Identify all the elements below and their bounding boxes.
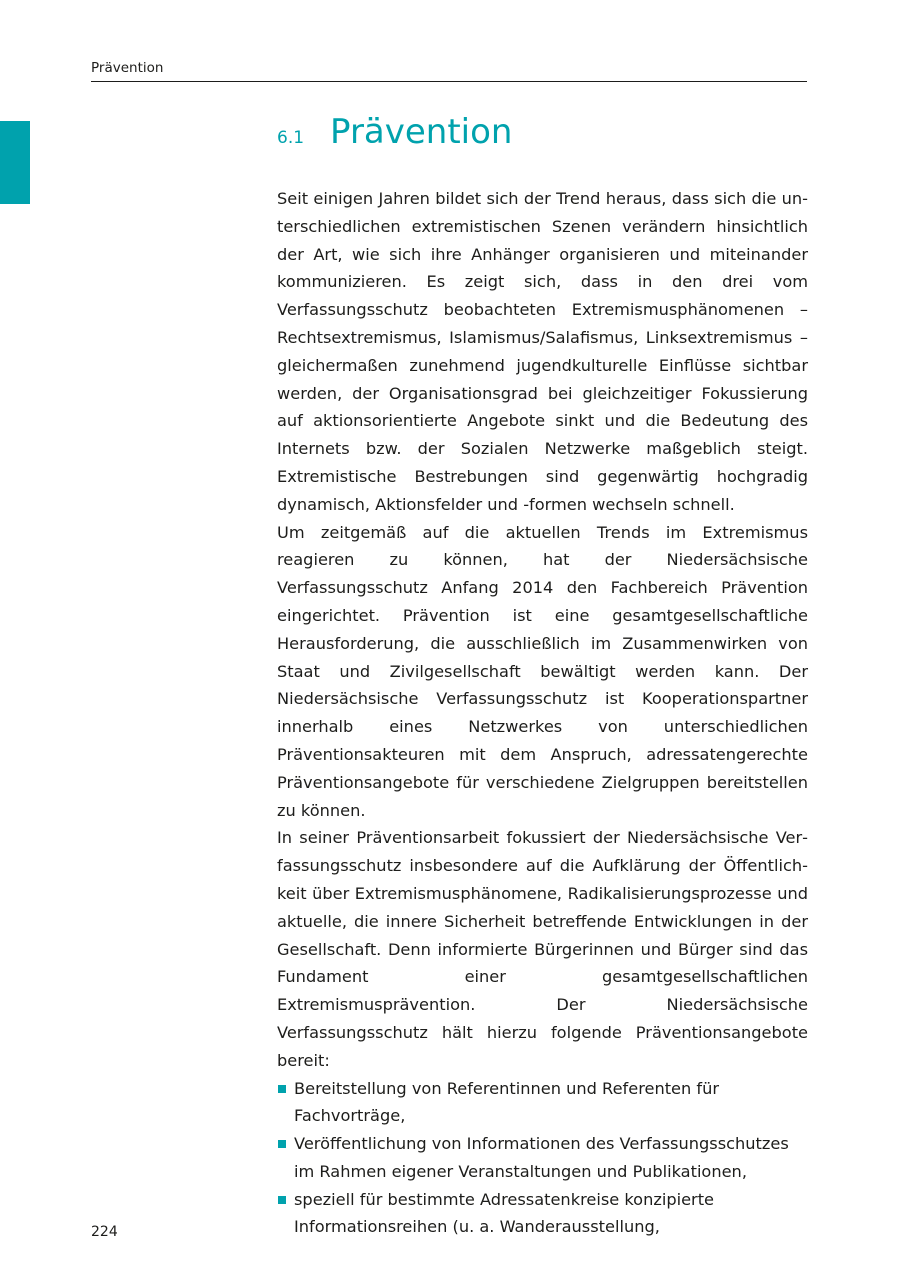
section-number: 6.1 bbox=[277, 128, 305, 148]
list-item-text: Bereitstellung von Referentinnen und Referenten für Fachvorträge, bbox=[294, 1078, 720, 1126]
bullet-square-icon bbox=[278, 1196, 286, 1204]
paragraph: Seit einigen Jahren bildet sich der Trend heraus, dass sich die unterschiedlichen extremistischen Szenen verändern hinsichtlich der Art, wie sich ihre Anhänger organisieren und miteinander kommunizieren. Es zeigt sich, dass in den drei vom Verfassungsschutz beobachteten Extremismusphänomenen – Rechtsextremismus, Islamismus/Salafismus, Linksextremismus – gleichermaßen zunehmend jugendkulturelle Einflüsse sichtbar werden, der Organisationsgrad bei gleichzeitiger Fokussierung auf aktionsorientierte Angebote sinkt und die Bedeutung des Internets bzw. der Sozialen Netzwerke maßgeblich steigt. Extremistische Bestrebungen sind gegenwärtig hochgradig dynamisch, Aktionsfelder und -formen wechseln schnell. bbox=[277, 189, 808, 514]
bullet-square-icon bbox=[278, 1140, 286, 1148]
list-item bbox=[277, 1130, 808, 1186]
chapter-side-tab bbox=[0, 121, 30, 204]
paragraph: In seiner Präventionsarbeit fokussiert der Niedersächsische Verfassungsschutz insbesondere auf die Aufklärung der Öffentlichkeit über Extremismusphänomene, Radikalisierungsprozesse und aktuelle, die innere Sicherheit betreffende Entwicklungen in der Gesellschaft. Denn informierte Bürgerinnen und Bürger sind das Fundament einer gesamtgesellschaftlichen Extremismusprävention. Der Niedersächsische Verfassungsschutz hält hierzu folgende Präventionsangebote bereit: bbox=[277, 828, 808, 1070]
bullet-square-icon bbox=[278, 1085, 286, 1093]
body-text bbox=[277, 185, 808, 1241]
page-number: 224 bbox=[91, 1224, 118, 1240]
running-header-title: Prävention bbox=[91, 60, 164, 76]
list-item-text: Veröffentlichung von Informationen des Verfassungsschutzes im Rahmen eigener Veranstaltungen und Publikationen, bbox=[294, 1134, 789, 1181]
list-item bbox=[277, 1075, 808, 1131]
offer-list bbox=[277, 1075, 808, 1242]
section-heading bbox=[277, 112, 512, 162]
list-item bbox=[277, 1186, 808, 1242]
list-item-text: speziell für bestimmte Adressatenkreise konzipierte Informationsreihen (u. a. Wanderausstellung, bbox=[294, 1189, 715, 1237]
paragraph: Um zeitgemäß auf die aktuellen Trends im Extremismus reagieren zu können, hat der Niedersächsische Verfassungsschutz Anfang 2014 den Fachbereich Prävention eingerichtet. Prävention ist eine gesamtgesellschaftliche Herausforderung, die ausschließlich im Zusammenwirken von Staat und Zivilgesellschaft bewältigt werden kann. Der Niedersächsische Verfassungsschutz ist Kooperationspartner innerhalb eines Netzwerkes von unterschiedlichen Präventionsakteuren mit dem Anspruch, adressatengerechte Präventionsangebote für verschiedene Zielgruppen bereitstellen zu können. bbox=[277, 522, 808, 820]
section-title: Prävention bbox=[330, 112, 513, 152]
header-rule bbox=[91, 81, 807, 82]
